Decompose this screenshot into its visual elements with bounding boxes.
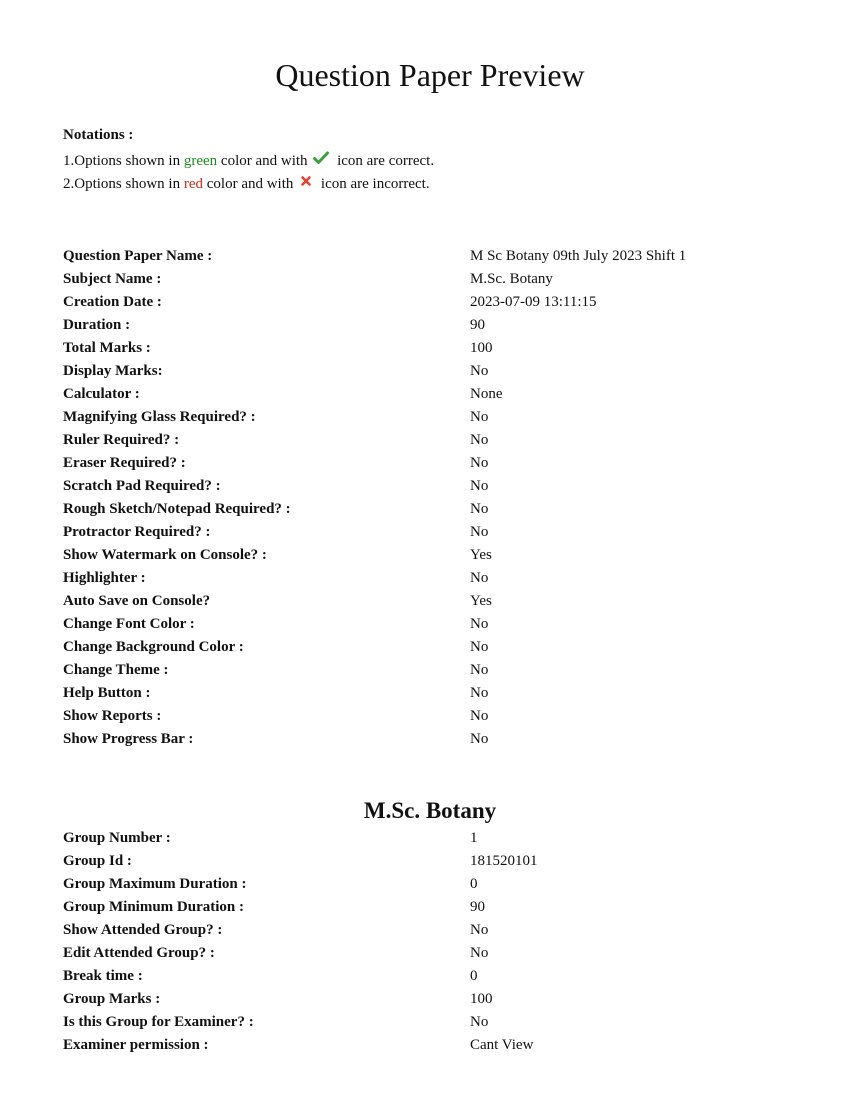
section-title: M.Sc. Botany — [363, 798, 497, 823]
paper-info-row — [63, 383, 783, 406]
group-info-row-label: Examiner permission : — [63, 1037, 209, 1053]
group-info-row — [63, 896, 783, 919]
paper-info-row-value: No — [470, 409, 489, 425]
paper-info-row-value: 90 — [470, 317, 485, 333]
paper-info-row-value: M.Sc. Botany — [470, 271, 553, 287]
paper-info-row-label: Subject Name : — [63, 271, 162, 287]
paper-info-row — [63, 452, 783, 475]
paper-info-row-label: Change Theme : — [63, 662, 169, 678]
paper-info-row — [63, 268, 783, 291]
paper-info-row — [63, 498, 783, 521]
group-info-row — [63, 988, 783, 1011]
paper-info-row-label: Show Reports : — [63, 708, 162, 724]
paper-info-row — [63, 406, 783, 429]
paper-info-row-label: Magnifying Glass Required? : — [63, 409, 256, 425]
paper-info-row-label: Show Watermark on Console? : — [63, 547, 267, 563]
cross-icon — [299, 173, 313, 197]
group-info-row — [63, 1034, 783, 1057]
group-info-row-value: 0 — [470, 968, 478, 984]
paper-info-row-value: No — [470, 708, 489, 724]
group-info-row-label: Group Id : — [63, 853, 132, 869]
paper-info-row-value: No — [470, 524, 489, 540]
group-info-row-value: No — [470, 1014, 489, 1030]
paper-info-row — [63, 590, 783, 613]
paper-info-row-label: Show Progress Bar : — [63, 731, 194, 747]
paper-info-row-value: Yes — [470, 547, 492, 563]
group-info-row — [63, 919, 783, 942]
notations-heading: Notations : — [63, 127, 134, 143]
paper-info-row-label: Auto Save on Console? — [63, 593, 211, 609]
notation-incorrect-suffix: icon are incorrect. — [317, 176, 430, 193]
paper-info-row — [63, 360, 783, 383]
group-info-row — [63, 873, 783, 896]
paper-info-row-value: No — [470, 432, 489, 448]
group-info-row-value: 0 — [470, 876, 478, 892]
paper-info-row-label: Question Paper Name : — [63, 248, 213, 264]
group-info-row-value: 90 — [470, 899, 485, 915]
paper-info-row-label: Scratch Pad Required? : — [63, 478, 221, 494]
notation-correct-suffix: icon are correct. — [333, 152, 435, 169]
paper-info-row-label: Change Background Color : — [63, 639, 244, 655]
notation-incorrect — [63, 173, 434, 197]
notation-color-green: green — [183, 152, 218, 169]
group-info-row-label: Group Minimum Duration : — [63, 899, 244, 915]
paper-info-row — [63, 544, 783, 567]
paper-info-row-value: 100 — [470, 340, 493, 356]
paper-info-row — [63, 291, 783, 314]
group-info-row-label: Break time : — [63, 968, 143, 984]
paper-info-row-label: Protractor Required? : — [63, 524, 211, 540]
paper-info-row — [63, 636, 783, 659]
group-info-row-label: Show Attended Group? : — [63, 922, 223, 938]
paper-info-row-value: None — [470, 386, 503, 402]
paper-info-row-value: No — [470, 685, 489, 701]
paper-info-row-value: Yes — [470, 593, 492, 609]
paper-info-row — [63, 682, 783, 705]
group-info-row-value: 181520101 — [470, 853, 538, 869]
group-info-row-value: 100 — [470, 991, 493, 1007]
notation-correct-prefix: 1.Options shown in — [63, 152, 184, 169]
notation-incorrect-prefix: 2.Options shown in — [63, 176, 184, 193]
notation-incorrect-middle: color and with — [203, 176, 298, 193]
paper-info-row — [63, 567, 783, 590]
paper-info-row-label: Creation Date : — [63, 294, 162, 310]
group-info-row-label: Edit Attended Group? : — [63, 945, 215, 961]
group-info-row-value: Cant View — [470, 1037, 534, 1053]
paper-info-row-value: No — [470, 616, 489, 632]
group-info-row — [63, 850, 783, 873]
paper-info-row — [63, 705, 783, 728]
paper-info-row-label: Total Marks : — [63, 340, 151, 356]
paper-info-row-label: Display Marks: — [63, 363, 163, 379]
group-info-row-value: No — [470, 922, 489, 938]
group-info-row-value: No — [470, 945, 489, 961]
paper-info-row-label: Calculator : — [63, 386, 140, 402]
group-info-row-label: Group Maximum Duration : — [63, 876, 247, 892]
notation-correct-middle: color and with — [217, 152, 312, 169]
paper-info-row — [63, 429, 783, 452]
check-icon — [313, 150, 329, 174]
notation-correct — [63, 150, 434, 174]
paper-info-row — [63, 613, 783, 636]
group-info-row — [63, 1011, 783, 1034]
paper-info-row — [63, 475, 783, 498]
paper-info-row-value: 2023-07-09 13:11:15 — [470, 294, 597, 310]
paper-info-row-value: No — [470, 478, 489, 494]
group-info-row-label: Group Number : — [63, 830, 171, 846]
paper-info-row-value: No — [470, 731, 489, 747]
paper-info-row-label: Ruler Required? : — [63, 432, 180, 448]
paper-info-row-value: No — [470, 363, 489, 379]
paper-info-row — [63, 245, 783, 268]
paper-info-row — [63, 728, 783, 751]
paper-info-row-label: Eraser Required? : — [63, 455, 186, 471]
paper-info-row-label: Duration : — [63, 317, 131, 333]
paper-info-row-value: No — [470, 455, 489, 471]
group-info-row — [63, 965, 783, 988]
paper-info-row-value: No — [470, 639, 489, 655]
paper-info-row-label: Highlighter : — [63, 570, 146, 586]
paper-info-row — [63, 337, 783, 360]
paper-info-row-value: No — [470, 570, 489, 586]
page-title: Question Paper Preview — [275, 57, 585, 93]
notation-color-red: red — [183, 176, 203, 193]
paper-info-row-value: No — [470, 501, 489, 517]
group-info-row-value: 1 — [470, 830, 478, 846]
group-info-row-label: Group Marks : — [63, 991, 161, 1007]
notations-block — [63, 124, 434, 197]
paper-info-row-label: Rough Sketch/Notepad Required? : — [63, 501, 291, 517]
paper-info-row-label: Help Button : — [63, 685, 151, 701]
paper-info-row — [63, 521, 783, 544]
paper-info-row-label: Change Font Color : — [63, 616, 195, 632]
paper-info-row — [63, 314, 783, 337]
group-info-row — [63, 827, 783, 850]
group-info-table — [63, 827, 783, 1057]
paper-info-row-value: M Sc Botany 09th July 2023 Shift 1 — [470, 248, 687, 264]
paper-info-row-value: No — [470, 662, 489, 678]
group-info-row-label: Is this Group for Examiner? : — [63, 1014, 254, 1030]
group-info-row — [63, 942, 783, 965]
paper-info-table — [63, 245, 783, 751]
paper-info-row — [63, 659, 783, 682]
